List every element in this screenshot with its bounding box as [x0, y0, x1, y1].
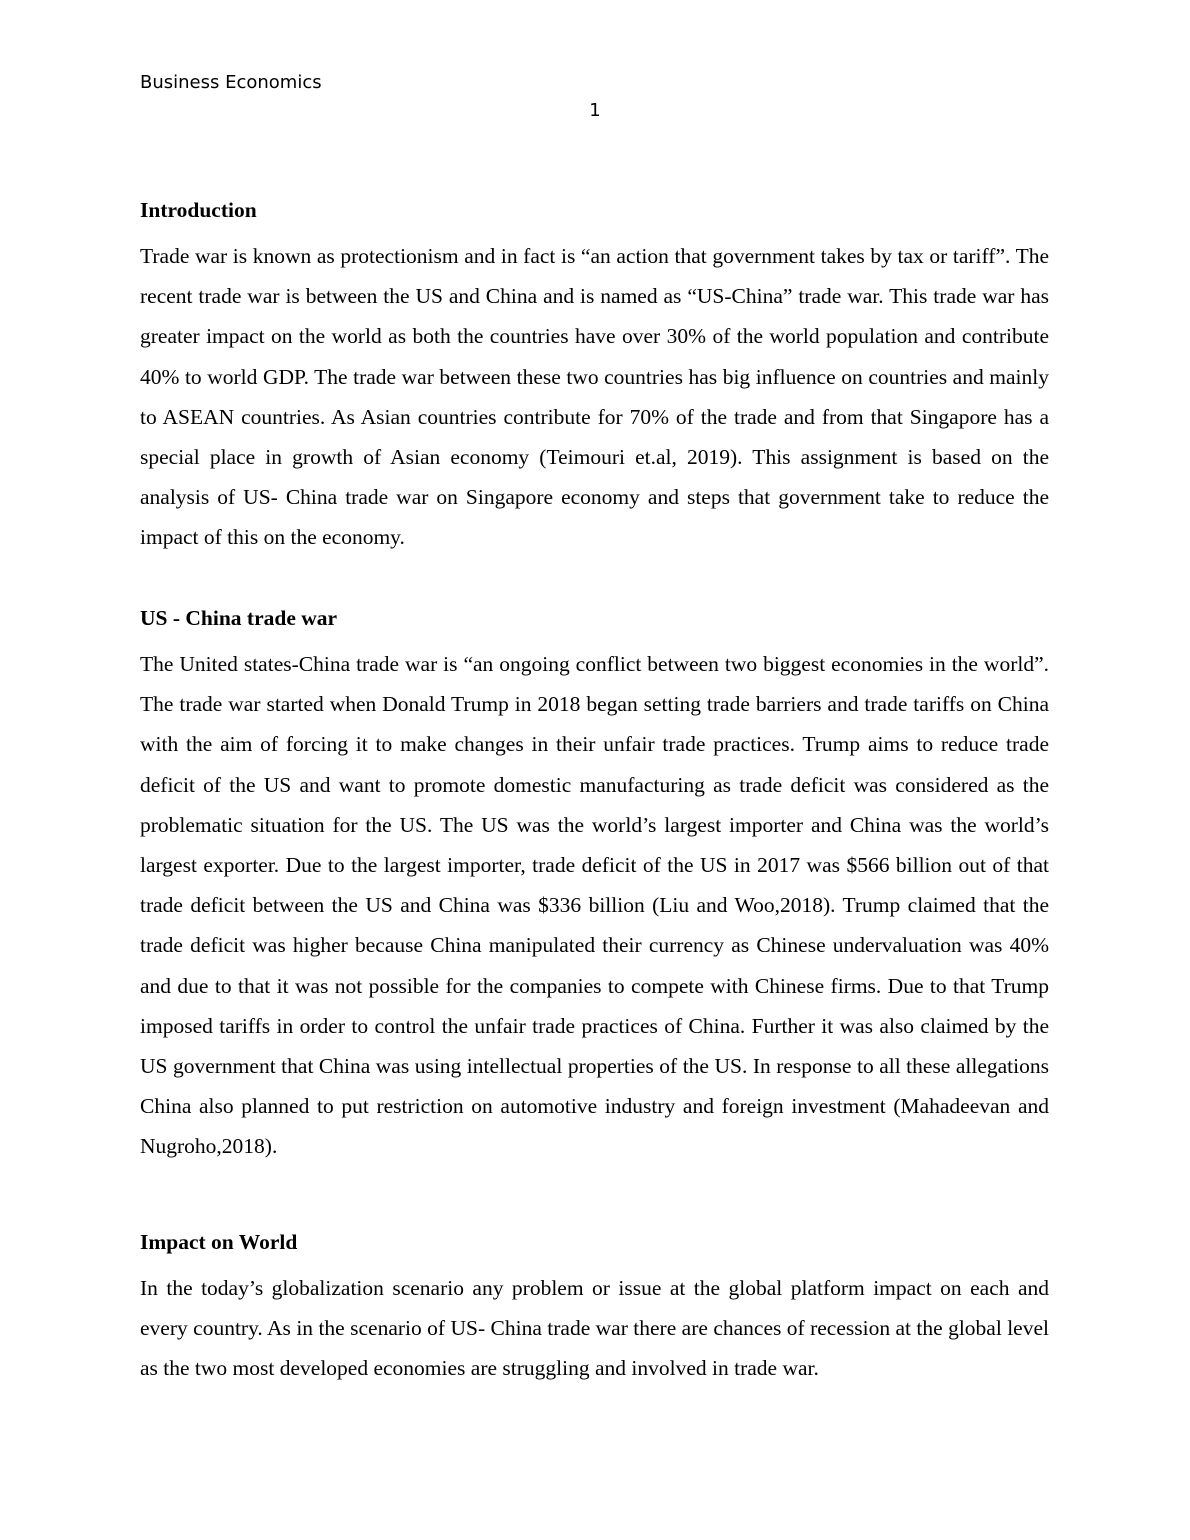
section-us-china-trade-war [140, 604, 1049, 1167]
section-heading-us-china-trade-war: US - China trade war [140, 606, 338, 630]
paragraph-us-china-trade-war: The United states-China trade war is “an ongoing conflict between two biggest economies in the world”. The trade war started when Donald Trump in 2018 began setting trade barriers and trade tariffs on China with the aim of forcing it to make changes in their unfair trade practices. Trump aims to reduce trade deficit of the US and want to promote domestic manufacturing as trade deficit was considered as the problematic situation for the US. The US was the world’s largest importer and China was the world’s largest exporter. Due to the largest importer, trade deficit of the US in 2017 was $566 billion out of that trade deficit between the US and China was $336 billion (Liu and Woo,2018). Trump claimed that the trade deficit was higher because China manipulated their currency as Chinese undervaluation was 40% and due to that it was not possible for the companies to compete with Chinese firms. Due to that Trump imposed tariffs in order to control the unfair trade practices of China. Further it was also claimed by the US government that China was using intellectual properties of the US. In response to all these allegations China also planned to put restriction on automotive industry and foreign investment (Mahadeevan and Nugroho,2018). [140, 652, 1049, 1159]
running-header: Business Economics [140, 72, 322, 93]
paragraph-introduction: Trade war is known as protectionism and in fact is “an action that government takes by tax or tariff”. The recent trade war is between the US and China and is named as “US-China” trade war. This trade war has greater impact on the world as both the countries have over 30% of the world population and contribute 40% to world GDP. The trade war between these two countries has big influence on countries and mainly to ASEAN countries. As Asian countries contribute for 70% of the trade and from that Singapore has a special place in growth of Asian economy (Teimouri et.al, 2019). This assignment is based on the analysis of US- China trade war on Singapore economy and steps that government take to reduce the impact of this on the economy. [140, 244, 1049, 550]
page-number: 1 [589, 100, 601, 121]
paragraph-impact-on-world: In the today’s globalization scenario any problem or issue at the global platform impact on each and every country. As in the scenario of US- China trade war there are chances of recession at the global level as the two most developed economies are struggling and involved in trade war. [140, 1276, 1049, 1381]
section-introduction [140, 196, 1049, 558]
section-impact-on-world [140, 1228, 1049, 1389]
section-heading-impact-on-world: Impact on World [140, 1230, 298, 1254]
section-heading-introduction: Introduction [140, 198, 257, 222]
